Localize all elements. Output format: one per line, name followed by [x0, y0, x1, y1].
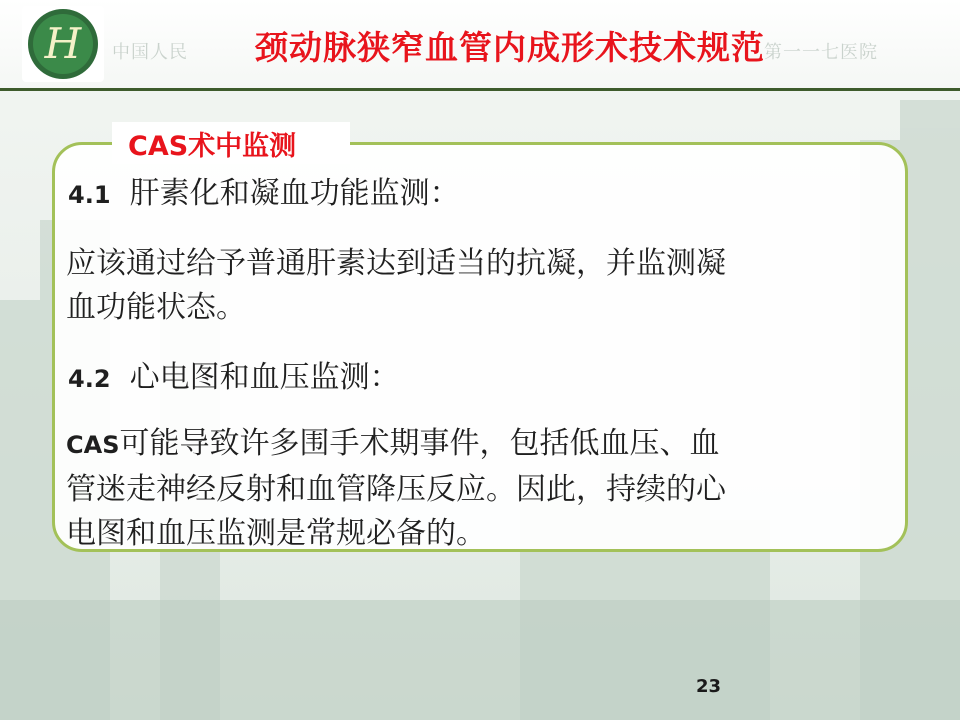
heading-4-2: [68, 358, 400, 399]
section-tag: CAS术中监测: [128, 131, 297, 162]
paragraph-1-line-2: 血功能状态。: [66, 290, 246, 325]
paragraph-1-line-1: 应该通过给予普通肝素达到适当的抗凝，并监测凝: [66, 246, 726, 281]
header-divider: [0, 88, 960, 91]
heading-4-1-text: 肝素化和凝血功能监测：: [129, 176, 460, 211]
heading-4-2-number: 4.2: [68, 365, 111, 393]
heading-4-1: [68, 174, 460, 215]
hospital-logo: [22, 6, 104, 82]
svg-text:H: H: [44, 19, 82, 68]
paragraph-2-line-1-text: 可能导致许多围手术期事件，包括低血压、血: [119, 426, 720, 461]
slide-title: 颈动脉狭窄血管内成形术技术规范: [255, 28, 765, 67]
paragraph-2-line-1: [66, 424, 719, 465]
header-watermark-right: 第一一七医院: [764, 42, 878, 63]
paragraph-2-line-2: 管迷走神经反射和血管降压反应。因此，持续的心: [66, 472, 726, 507]
paragraph-2-prefix: CAS: [66, 431, 120, 459]
paragraph-2-line-3: 电图和血压监测是常规必备的。: [66, 516, 486, 551]
header-watermark-left: 中国人民: [112, 42, 188, 63]
heading-4-1-number: 4.1: [68, 181, 111, 209]
heading-4-2-text: 心电图和血压监测：: [129, 360, 400, 395]
page-number: 23: [696, 676, 722, 697]
